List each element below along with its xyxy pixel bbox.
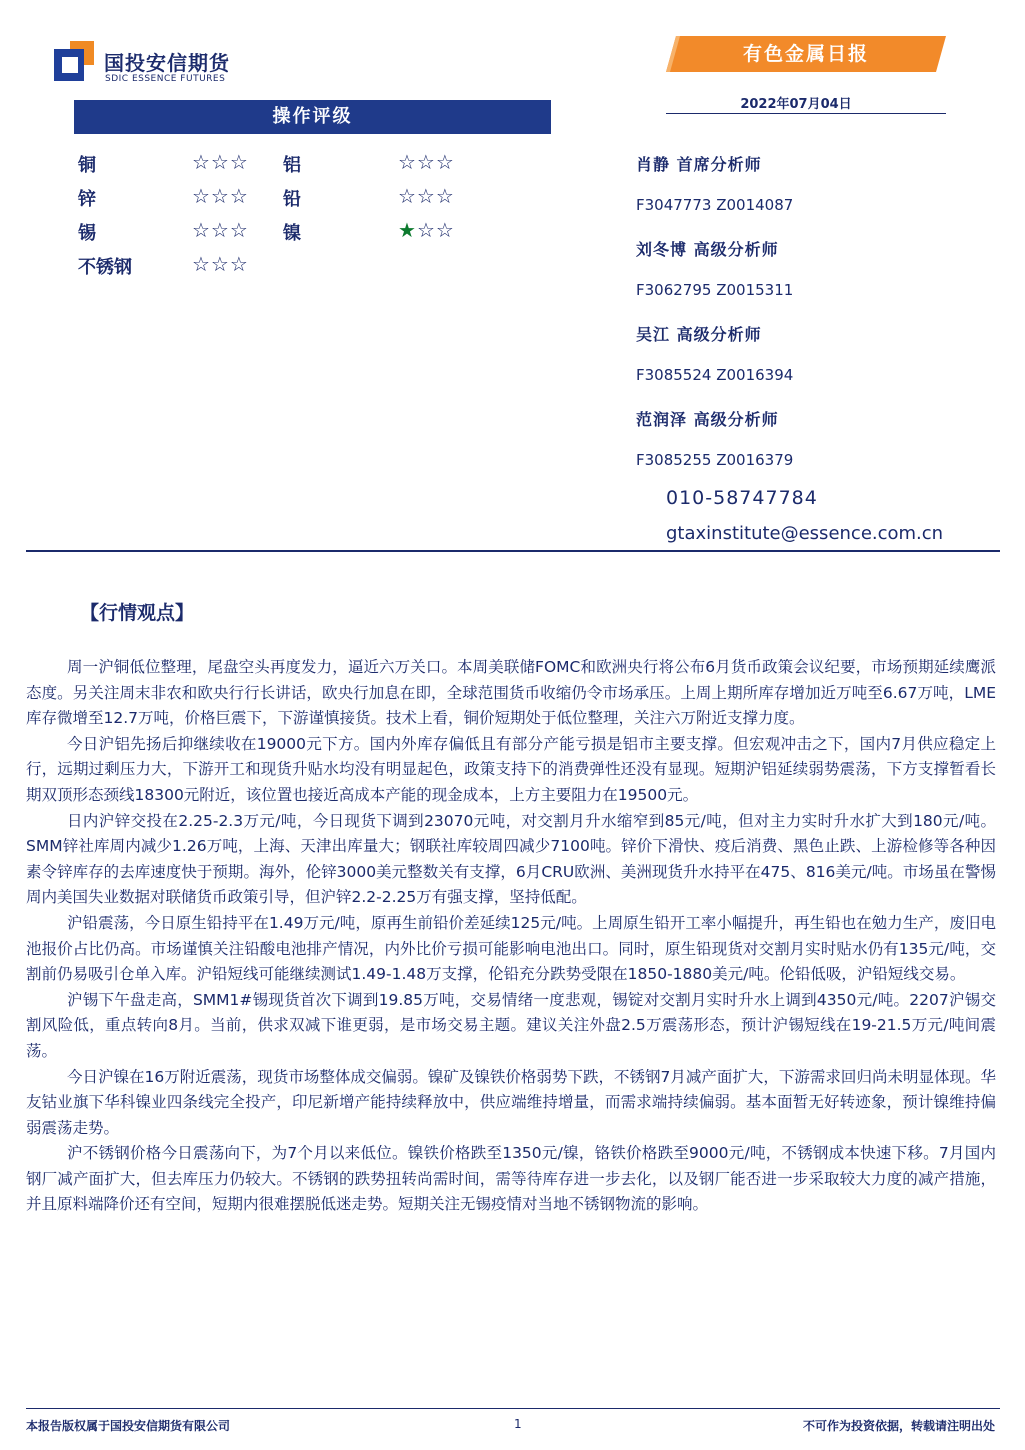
report-title-banner xyxy=(666,36,946,72)
company-name-en: SDIC ESSENCE FUTURES xyxy=(105,74,226,84)
rating-label-nickel: 镍 xyxy=(283,223,301,244)
analyst-name: 吴江 高级分析师 xyxy=(636,325,762,344)
section-title: 【行情观点】 xyxy=(80,602,195,624)
company-name-cn: 国投安信期货 xyxy=(104,51,230,75)
rating-label-lead: 铅 xyxy=(283,189,301,210)
date-divider xyxy=(666,113,946,114)
rating-stars-lead: ☆☆☆ xyxy=(398,184,455,208)
star-empty-icon: ☆☆ xyxy=(416,218,455,242)
contact-email[interactable]: gtaxinstitute@essence.com.cn xyxy=(666,523,944,544)
analyst-license: F3047773 Z0014087 xyxy=(636,196,794,214)
paragraph-nickel: 今日沪镍在16万附近震荡，现货市场整体成交偏弱。镍矿及镍铁价格弱势下跌，不锈钢7月减产面扩大，下游需求回归尚未明显体现。华友钴业旗下华科镍业四条线完全投产，印尼新增产能持续释放中，供应端维持增量，而需求端持续偏弱。基本面暂无好转迹象，预计镍维持偏弱震荡走势。 xyxy=(26,1067,996,1137)
page-number: 1 xyxy=(514,1417,522,1431)
logo-icon xyxy=(54,41,94,81)
rating-stars-stainless: ☆☆☆ xyxy=(192,252,249,276)
market-commentary xyxy=(26,655,996,1218)
rating-label-stainless: 不锈钢 xyxy=(78,257,132,278)
rating-stars-copper: ☆☆☆ xyxy=(192,150,249,174)
rating-label-aluminum: 铝 xyxy=(283,155,301,176)
paragraph-copper: 周一沪铜低位整理，尾盘空头再度发力，逼近六万关口。本周美联储FOMC和欧洲央行将公布6月货币政策会议纪要，市场预期延续鹰派态度。另关注周末非农和欧央行行长讲话，欧央行加息在即，全球范围货币收缩仍令市场承压。上周上期所库存增加近万吨至6.67万吨，LME库存微增至12.7万吨，价格巨震下，下游谨慎接货。技术上看，铜价短期处于低位整理，关注六万附近支撑力度。 xyxy=(26,658,996,728)
analyst-name: 范润泽 高级分析师 xyxy=(636,410,779,429)
analyst-license: F3062795 Z0015311 xyxy=(636,281,794,299)
analyst-license: F3085524 Z0016394 xyxy=(636,366,794,384)
rating-stars-zinc: ☆☆☆ xyxy=(192,184,249,208)
footer-copyright: 本报告版权属于国投安信期货有限公司 xyxy=(26,1419,231,1433)
rating-stars-aluminum: ☆☆☆ xyxy=(398,150,455,174)
rating-stars-nickel xyxy=(398,218,455,242)
paragraph-lead: 沪铅震荡，今日原生铅持平在1.49万元/吨，原再生前铅价差延续125元/吨。上周原生铅开工率小幅提升，再生铅也在勉力生产，废旧电池报价占比仍高。市场谨慎关注铅酸电池排产情况，内外比价亏损可能影响电池出口。同时，原生铅现货对交割月实时贴水仍有135元/吨，交割前仍易吸引仓单入库。沪铅短线可能继续测试1.49-1.48万支撑，伦铅充分跌势受限在1850-1880美元/吨。伦铅低吸，沪铅短线交易。 xyxy=(26,913,996,984)
analyst-name: 刘冬博 高级分析师 xyxy=(636,240,779,259)
paragraph-stainless: 沪不锈钢价格今日震荡向下，为7个月以来低位。镍铁价格跌至1350元/镍，铬铁价格跌至9000元/吨，不锈钢成本快速下移。7月国内钢厂减产面扩大，但去库压力仍较大。不锈钢的跌势扭转尚需时间，需等待库存进一步去化，以及钢厂能否进一步采取较大力度的减产措施，并且原料端降价还有空间，短期内很难摆脱低迷走势。短期关注无锡疫情对当地不锈钢物流的影响。 xyxy=(26,1144,996,1214)
footer-disclaimer: 不可作为投资依据，转载请注明出处 xyxy=(802,1419,995,1433)
analyst-name: 肖静 首席分析师 xyxy=(636,155,762,174)
rating-label-copper: 铜 xyxy=(78,155,96,176)
paragraph-zinc: 日内沪锌交投在2.25-2.3万元/吨，今日现货下调到23070元吨，对交割月升水缩窄到85元/吨，但对主力实时升水扩大到180元/吨。SMM锌社库周内减少1.26万吨，上海、天津出库量大；钢联社库较周四减少7100吨。锌价下滑快、疫后消费、黑色止跌、上游检修等各种因素令锌库存的去库速度快于预期。海外，伦锌3000美元整数关有支撑，6月CRU欧洲、美洲现货升水持平在475、816美元/吨。市场虽在警惕周内美国失业数据对联储货币政策引导，但沪锌2.2-2.25万有强支撑，坚持低配。 xyxy=(26,811,996,907)
rating-label-tin: 锡 xyxy=(78,223,96,244)
footer-divider xyxy=(26,1408,1000,1409)
header-divider xyxy=(26,550,1000,552)
rating-title: 操作评级 xyxy=(74,100,551,134)
report-date: 2022年07月04日 xyxy=(740,97,852,112)
rating-stars-tin: ☆☆☆ xyxy=(192,218,249,242)
report-title: 有色金属日报 xyxy=(742,43,869,65)
analyst-license: F3085255 Z0016379 xyxy=(636,451,794,469)
paragraph-tin: 沪锡下午盘走高，SMM1#锡现货首次下调到19.85万吨，交易情绪一度悲观，锡锭对交割月实时升水上调到4350元/吨。2207沪锡交割风险低，重点转向8月。当前，供求双减下谁更弱，是市场交易主题。建议关注外盘2.5万震荡形态，预计沪锡短线在19-21.5万元/吨间震荡。 xyxy=(26,990,996,1060)
company-logo xyxy=(54,41,254,89)
contact-phone: 010-58747784 xyxy=(666,487,818,509)
paragraph-aluminum: 今日沪铝先扬后抑继续收在19000元下方。国内外库存偏低且有部分产能亏损是铝市主要支撑。但宏观冲击之下，国内7月供应稳定上行，远期过剩压力大，下游开工和现货升贴水均没有明显起色，政策支持下的消费弹性还没有显现。短期沪铝延续弱势震荡，下方支撑暂看长期双顶形态颈线18300元附近，该位置也接近高成本产能的现金成本，上方主要阻力在19500元。 xyxy=(26,734,996,804)
rating-label-zinc: 锌 xyxy=(78,189,96,210)
star-filled-icon: ★ xyxy=(398,218,417,242)
